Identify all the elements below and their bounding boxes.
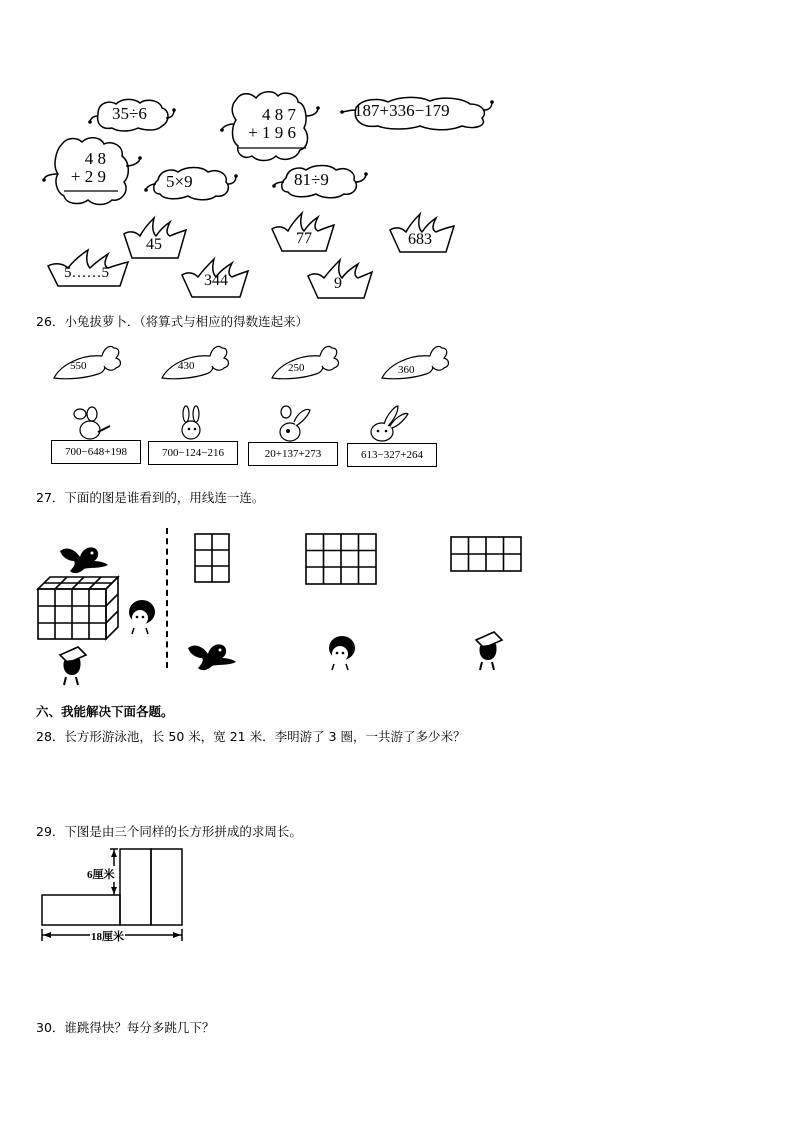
cloud-vertical-bottom: + 1 9 6 <box>248 123 296 142</box>
carrot-number: 360 <box>398 364 415 376</box>
q30-title: 30．谁跳得快？每分多跳几下？ <box>36 1020 215 1035</box>
section-title: 六、我能解决下面各题。 <box>36 704 174 719</box>
grass-number: 45 <box>146 236 162 253</box>
child-icon <box>126 598 158 634</box>
view-grid-4x3 <box>305 533 377 585</box>
cloud-expression: 35÷6 <box>112 104 147 123</box>
dashed-divider <box>166 528 168 668</box>
cloud-expression: 187+336−179 <box>354 101 450 120</box>
expression-box: 700−648+198 <box>51 440 141 464</box>
rabbit-icon <box>68 406 114 440</box>
grass-number: 344 <box>204 272 228 289</box>
carrot-number: 250 <box>288 362 305 374</box>
cloud-expression: 81÷9 <box>294 170 329 189</box>
carrot-number: 430 <box>178 360 195 372</box>
grass-number: 683 <box>408 231 432 248</box>
view-grid-2x3 <box>194 533 230 583</box>
bird-icon <box>186 640 238 672</box>
cloud-expression: 5×9 <box>166 172 193 191</box>
cloud-vertical-bottom: + 2 9 <box>70 167 106 186</box>
grass-number: 5……5 <box>64 265 109 281</box>
cloud-vertical-top: 4 8 <box>84 149 106 168</box>
q26-title: 26．小兔拔萝卜．（将算式与相应的得数连起来） <box>36 314 309 329</box>
carrot-icon <box>378 344 448 382</box>
q28-title: 28．长方形游泳池，长 50 米，宽 21 米．李明游了 3 圈，一共游了多少米？ <box>36 729 466 744</box>
bird-icon <box>58 543 110 575</box>
grass-number: 77 <box>296 230 312 247</box>
boy-with-hat-icon <box>472 630 506 670</box>
view-grid-4x2 <box>450 536 522 572</box>
child-icon <box>326 634 358 670</box>
width-label: 18厘米 <box>90 928 125 944</box>
expression-box: 700−124−216 <box>148 441 238 465</box>
cube-block <box>38 577 120 641</box>
expression-box: 20+137+273 <box>248 442 338 466</box>
expression-box: 613−327+264 <box>347 443 437 467</box>
boy-with-hat-icon <box>56 645 90 685</box>
carrot-number: 550 <box>70 360 87 372</box>
q27-title: 27．下面的图是谁看到的，用线连一连。 <box>36 490 265 505</box>
height-label: 6厘米 <box>86 866 116 882</box>
rabbit-icon <box>176 406 206 440</box>
grass-number: 9 <box>334 275 342 292</box>
rabbit-icon <box>366 404 410 442</box>
q29-title: 29．下图是由三个同样的长方形拼成的求周长。 <box>36 824 302 839</box>
cloud-vertical-top: 4 8 7 <box>262 105 296 124</box>
rabbit-icon <box>276 404 312 442</box>
